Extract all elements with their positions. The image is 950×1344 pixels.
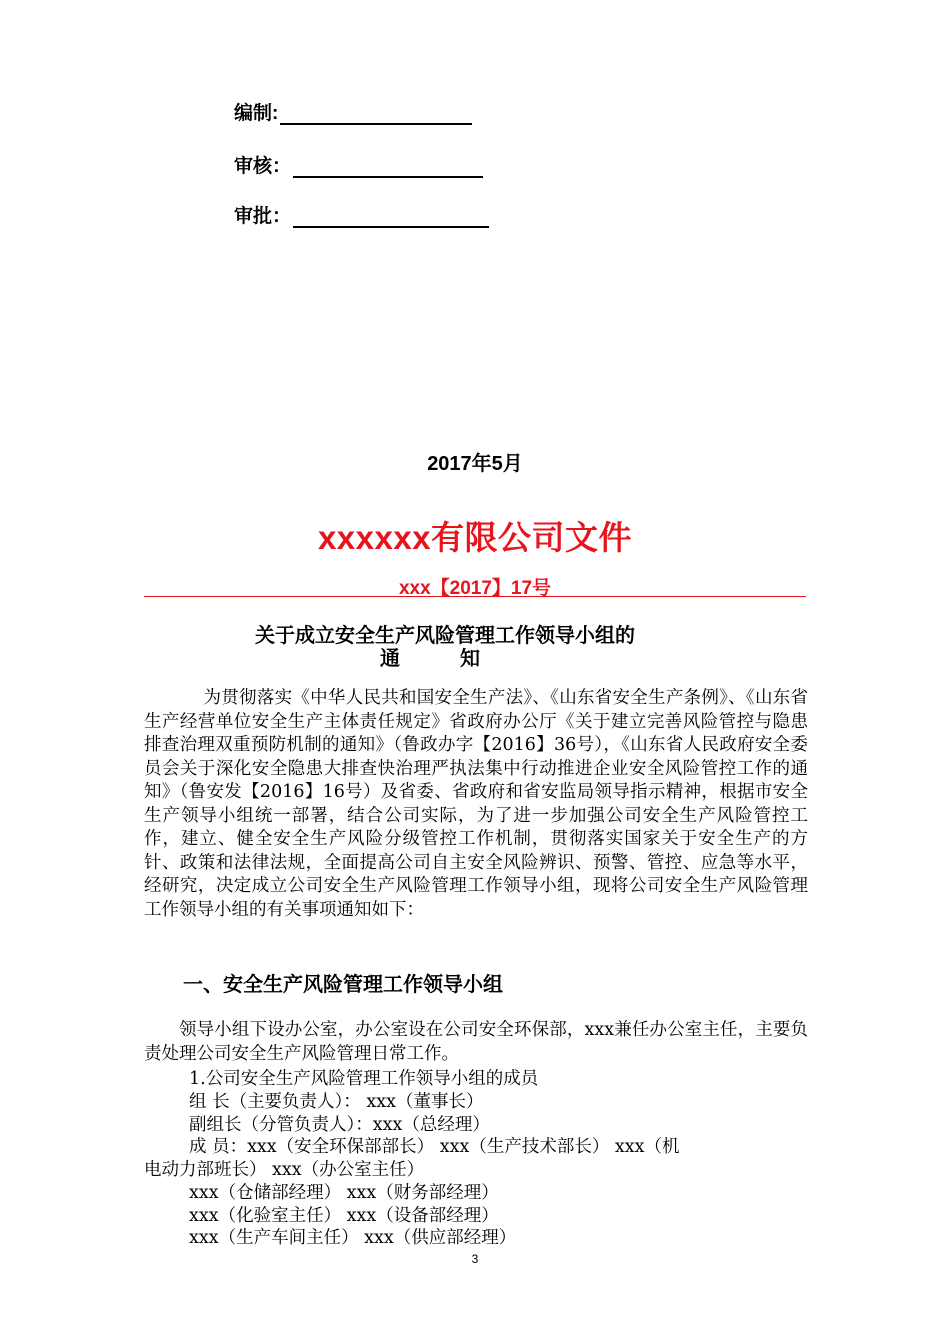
document-date: 2017年5月 xyxy=(427,453,523,475)
compile-label: 编制: xyxy=(234,103,279,124)
compile-signature-line xyxy=(280,105,472,125)
members-line-b: 电动力部班长） xxx（办公室主任） xyxy=(144,1160,425,1180)
page-number: 3 xyxy=(471,1252,479,1266)
office-paragraph: 领导小组下设办公室，办公室设在公司安全环保部，xxx兼任办公室主任，主要负责处理公司安全生产风险管理日常工作。 xyxy=(144,1020,808,1064)
signature-row-compile xyxy=(234,98,472,125)
approve-label: 审批： xyxy=(234,206,292,227)
members-line-c: xxx（仓储部经理） xxx（财务部经理） xyxy=(189,1183,499,1203)
red-divider-line xyxy=(144,596,806,597)
review-signature-line xyxy=(293,158,483,178)
members-line-a: 成 员：xxx（安全环保部部长） xxx（生产技术部长） xxx（机 xyxy=(189,1137,680,1157)
members-item1: 1.公司安全生产风险管理工作领导小组的成员 xyxy=(189,1069,539,1089)
members-deputy: 副组长（分管负责人）：xxx（总经理） xyxy=(189,1115,490,1135)
members-leader: 组 长（主要负责人）： xxx（董事长） xyxy=(189,1092,484,1112)
notice-title-line2: 通 知 xyxy=(380,648,480,670)
members-line-d: xxx（化验室主任） xxx（设备部经理） xyxy=(189,1206,499,1226)
notice-title-line1: 关于成立安全生产风险管理工作领导小组的 xyxy=(255,625,635,647)
members-line-e: xxx（生产车间主任） xxx（供应部经理） xyxy=(189,1228,517,1248)
review-label: 审核： xyxy=(234,156,292,177)
org-title: xxxxxx有限公司文件 xyxy=(317,519,633,556)
signature-row-review xyxy=(234,151,483,178)
intro-paragraph: 为贯彻落实《中华人民共和国安全生产法》、《山东省安全生产条例》、《山东省生产经营单位安全生产主体责任规定》省政府办公厅《关于建立完善风险管控与隐患排查治理双重预防机制的通知》（鲁政办字【2016】36号），《山东省人民政府安全委员会关于深化安全隐患大排查快治理严执法集中行动推进企业安全风险管控工作的通知》（鲁安发【2016】16号）及省委、省政府和省安监局领导指示精神，根据市安全生产领导小组统一部署，结合公司实际，为了进一步加强公司安全生产风险管控工作，建立、健全安全生产风险分级管控工作机制，贯彻落实国家关于安全生产的方针、政策和法律法规，全面提高公司自主安全风险辨识、预警、管控、应急等水平，经研究，决定成立公司安全生产风险管理工作领导小组，现将公司安全生产风险管理工作领导小组的有关事项通知如下： xyxy=(144,688,808,920)
document-number: xxx【2017】17号 xyxy=(398,578,552,599)
signature-row-approve xyxy=(234,201,489,228)
section1-heading: 一、安全生产风险管理工作领导小组 xyxy=(183,974,503,996)
approve-signature-line xyxy=(293,208,489,228)
